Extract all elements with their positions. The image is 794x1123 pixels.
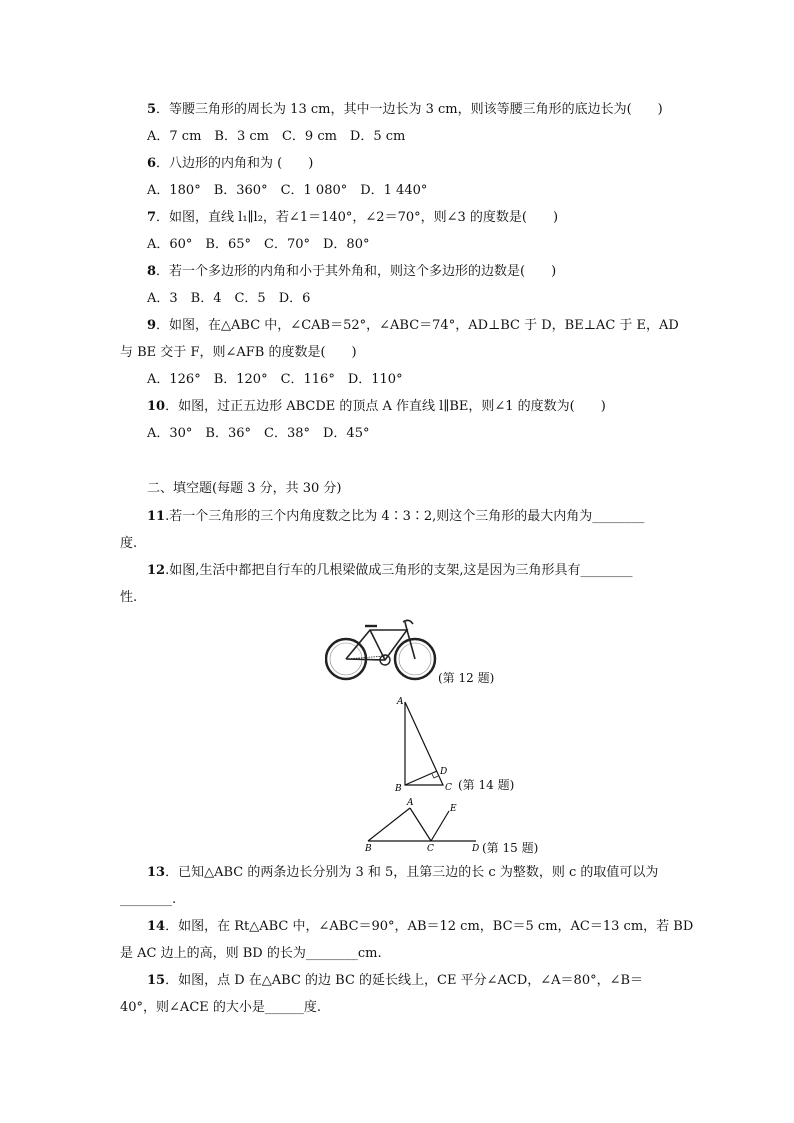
question-5-options: A．7 cm B．3 cm C．9 cm D．5 cm [147, 129, 406, 144]
bicycle-figure [325, 616, 437, 686]
question-10 [147, 398, 606, 416]
question-12-continued: 性. [120, 590, 138, 605]
vertex-label-e: E [450, 804, 457, 814]
question-7-options: A．60° B．65° C．70° D．80° [147, 237, 370, 252]
figure-15-caption: (第 15 题) [482, 841, 539, 855]
triangle-14-figure [392, 692, 458, 792]
question-13 [147, 864, 658, 882]
question-9 [147, 317, 679, 335]
figure-14-caption: (第 14 题) [458, 778, 515, 792]
bicycle-icon [326, 620, 435, 679]
question-12 [147, 562, 633, 580]
question-text: ．八边形的内角和为 ( ) [156, 156, 314, 171]
question-14-continued: 是 AC 边上的高，则 BD 的长为________cm. [120, 946, 382, 961]
question-number: 11 [147, 509, 166, 524]
figure-12-caption: (第 12 题) [438, 671, 495, 685]
vertex-label-c: C [445, 783, 452, 792]
question-number: 15 [147, 973, 166, 988]
vertex-label-c: C [427, 844, 434, 852]
question-number: 8 [147, 264, 157, 279]
vertex-label-b: B [395, 784, 402, 792]
question-7 [147, 209, 558, 227]
question-11-continued: 度. [120, 536, 138, 551]
question-text: ．如图，点 D 在△ABC 的边 BC 的延长线上，CE 平分∠ACD，∠A＝80°，∠B＝ [165, 973, 644, 988]
vertex-label-a: A [397, 697, 404, 707]
question-number: 12 [147, 563, 166, 578]
question-text: ．如图，直线 l₁∥l₂，若∠1＝140°，∠2＝70°，则∠3 的度数是( ) [156, 210, 559, 225]
question-text: ．若一个多边形的内角和小于其外角和，则这个多边形的边数是( ) [156, 264, 557, 279]
vertex-label-a: A [407, 798, 414, 808]
vertex-label-d: D [440, 767, 448, 777]
question-number: 10 [147, 399, 166, 414]
question-10-options: A．30° B．36° C．38° D．45° [147, 426, 370, 441]
question-13-continued: ________. [120, 892, 177, 907]
section-heading: 二、填空题(每题 3 分，共 30 分) [147, 481, 342, 496]
question-6 [147, 155, 313, 173]
question-5 [147, 101, 663, 119]
question-8 [147, 263, 556, 281]
question-text: ．如图，在△ABC 中，∠CAB＝52°，∠ABC＝74°，AD⊥BC 于 D，BE⊥AC 于 E，AD [156, 318, 679, 333]
question-text: .若一个三角形的三个内角度数之比为 4∶3∶2,则这个三角形的最大内角为________ [165, 509, 645, 524]
question-text: .如图,生活中都把自行车的几根梁做成三角形的支架,这是因为三角形具有________ [165, 563, 633, 578]
question-number: 13 [147, 865, 166, 880]
question-15-continued: 40°，则∠ACE 的大小是______度. [120, 1000, 322, 1015]
question-text: ．如图，在 Rt△ABC 中，∠ABC＝90°，AB＝12 cm，BC＝5 cm，AC＝13 cm，若 BD [165, 919, 694, 934]
triangle-15-figure [362, 794, 484, 852]
question-9-options: A．126° B．120° C．116° D．110° [147, 372, 403, 387]
question-number: 7 [147, 210, 157, 225]
question-9-continued: 与 BE 交于 F，则∠AFB 的度数是( ) [120, 345, 357, 360]
question-text: ．已知△ABC 的两条边长分别为 3 和 5，且第三边的长 c 为整数，则 c 的取值可以为 [165, 865, 659, 880]
question-number: 14 [147, 919, 166, 934]
question-6-options: A．180° B．360° C．1 080° D．1 440° [147, 183, 428, 198]
question-number: 5 [147, 102, 157, 117]
question-text: ．如图，过正五边形 ABCDE 的顶点 A 作直线 l∥BE，则∠1 的度数为( ) [165, 399, 606, 414]
question-number: 9 [147, 318, 157, 333]
question-11 [147, 508, 644, 526]
vertex-label-d: D [472, 844, 480, 852]
question-15 [147, 972, 643, 990]
question-text: ．等腰三角形的周长为 13 cm，其中一边长为 3 cm，则该等腰三角形的底边长为( ) [156, 102, 663, 117]
vertex-label-b: B [365, 844, 372, 852]
question-14 [147, 918, 693, 936]
question-number: 6 [147, 156, 157, 171]
question-8-options: A．3 B．4 C．5 D．6 [147, 291, 311, 306]
